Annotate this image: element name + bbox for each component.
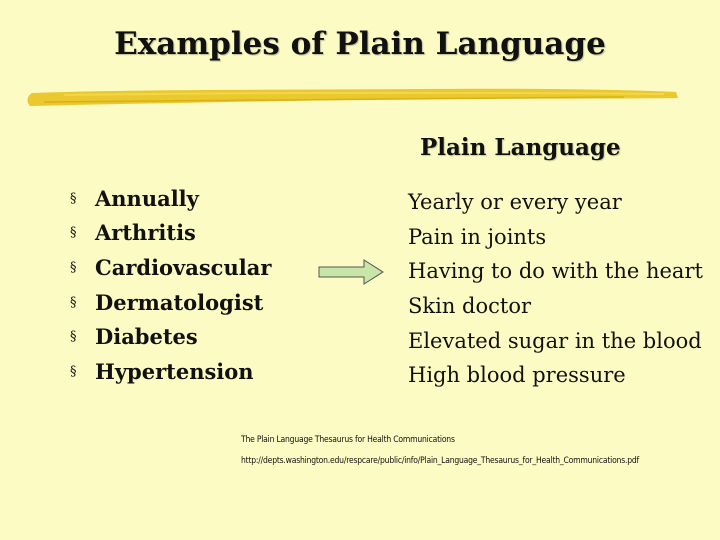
medical-term: Hypertension [95,358,254,384]
bullet-icon: § [70,225,77,241]
list-item [70,285,271,320]
bullet-icon: § [70,190,77,206]
bullet-icon: § [70,329,77,345]
plain-terms-list [408,185,703,393]
medical-term: Diabetes [95,324,198,350]
list-item [408,289,703,324]
list-item [70,250,271,285]
source-title: The Plain Language Thesaurus for Health Communications [241,435,455,445]
plain-term: Pain in joints [408,224,547,249]
list-item [70,319,271,354]
title-underline-brushstroke [24,84,684,110]
list-item [408,358,703,393]
medical-terms-list [70,181,271,389]
plain-term: Elevated sugar in the blood [408,328,702,353]
slide-title: Examples of Plain Language [114,26,606,62]
list-item [408,220,703,255]
plain-term: Yearly or every year [408,190,622,215]
source-url: http://depts.washington.edu/respcare/public/info/Plain_Language_Thesaurus_for_Health_Communications.pdf [241,456,640,466]
medical-term: Annually [95,185,199,211]
bullet-icon: § [70,294,77,310]
bullet-icon: § [70,363,77,379]
medical-term: Dermatologist [95,289,264,315]
plain-term: Skin doctor [408,294,531,319]
plain-language-column-header: Plain Language [420,134,621,161]
medical-term: Cardiovascular [95,254,272,280]
list-item [408,323,703,358]
list-item [408,185,703,220]
plain-term: Having to do with the heart [408,259,703,284]
list-item [70,354,271,389]
bullet-icon: § [70,259,77,275]
list-item [70,216,271,251]
list-item [70,181,271,216]
plain-term: High blood pressure [408,363,626,388]
medical-term: Arthritis [95,220,196,246]
list-item [408,254,703,289]
right-arrow-icon [318,259,384,285]
